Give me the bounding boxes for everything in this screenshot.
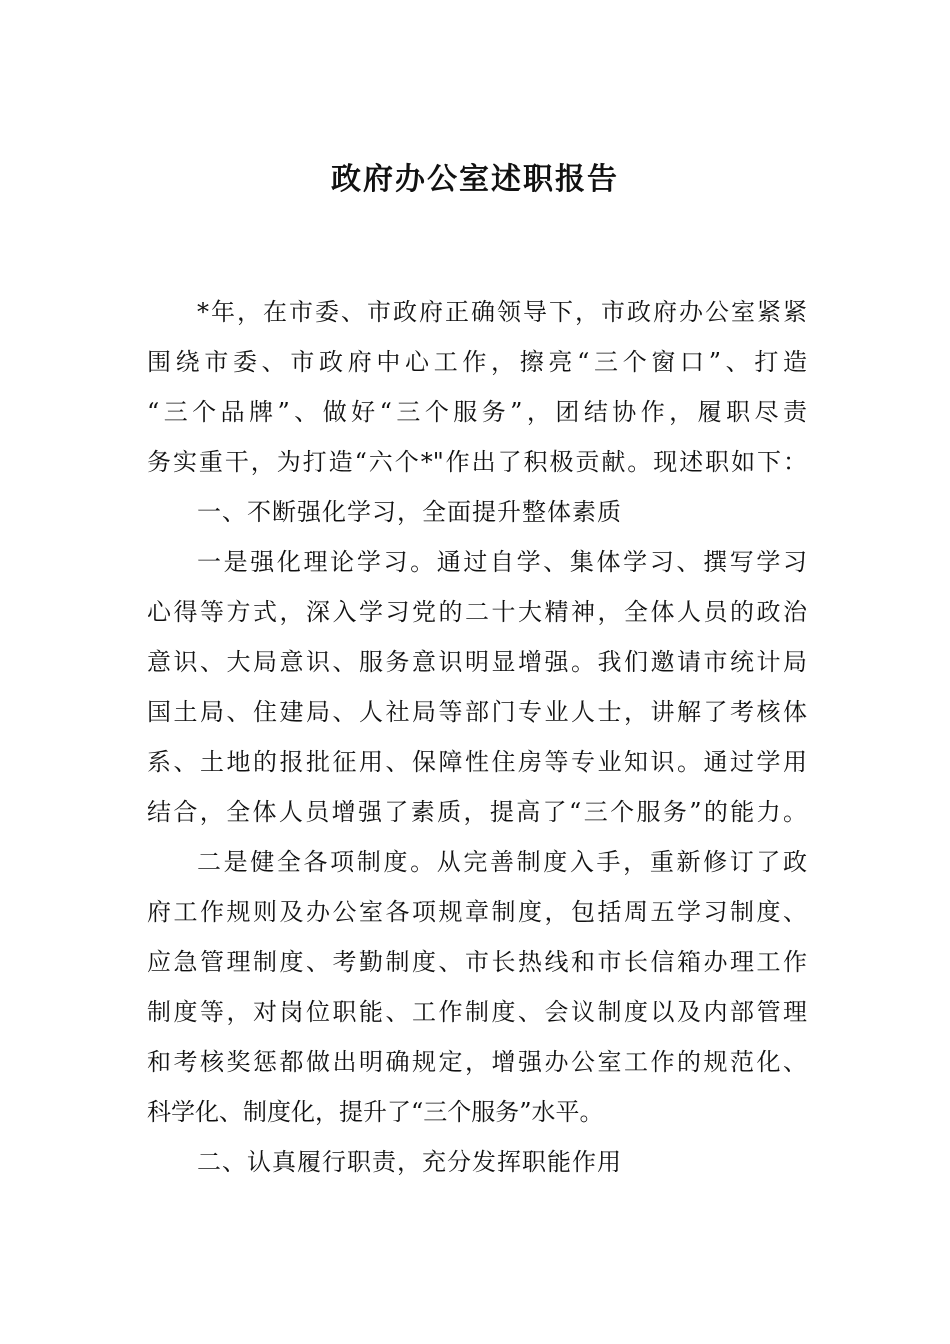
paragraph-line: 一是强化理论学习。通过自学、集体学习、撰写学习 [197, 548, 807, 576]
paragraph-line: 二是健全各项制度。从完善制度入手，重新修订了政 [197, 848, 807, 876]
paragraph-line: 意识、大局意识、服务意识明显增强。我们邀请市统计局 [147, 648, 807, 676]
paragraph-line: 系、土地的报批征用、保障性住房等专业知识。通过学用 [147, 748, 807, 776]
paragraph-line: 应急管理制度、考勤制度、市长热线和市长信箱办理工作 [147, 948, 807, 976]
paragraph-line: 和考核奖惩都做出明确规定，增强办公室工作的规范化、 [147, 1048, 807, 1076]
paragraph-line: 心得等方式，深入学习党的二十大精神，全体人员的政治 [147, 598, 807, 626]
paragraph-line: 务实重干，为打造“六个*"作出了积极贡献。现述职如下： [147, 448, 807, 476]
section-heading: 二、认真履行职责，充分发挥职能作用 [197, 1148, 622, 1176]
paragraph-line: 国土局、住建局、人社局等部门专业人士，讲解了考核体 [147, 698, 807, 726]
document-body [147, 287, 807, 1187]
paragraph-line: 制度等，对岗位职能、工作制度、会议制度以及内部管理 [147, 998, 807, 1026]
document-title: 政府办公室述职报告 [331, 162, 619, 197]
paragraph-line: 围绕市委、市政府中心工作，擦亮“三个窗口”、打造 [147, 348, 807, 376]
paragraph-line: “三个品牌”、做好“三个服务”，团结协作，履职尽责 [147, 398, 807, 426]
paragraph-line: 结合，全体人员增强了素质，提高了“三个服务”的能力。 [147, 798, 807, 826]
paragraph-line: 科学化、制度化，提升了“三个服务”水平。 [147, 1098, 604, 1126]
paragraph-line: *年，在市委、市政府正确领导下，市政府办公室紧紧 [197, 298, 807, 326]
section-heading: 一、不断强化学习，全面提升整体素质 [197, 498, 622, 526]
paragraph-line: 府工作规则及办公室各项规章制度，包括周五学习制度、 [147, 898, 807, 926]
